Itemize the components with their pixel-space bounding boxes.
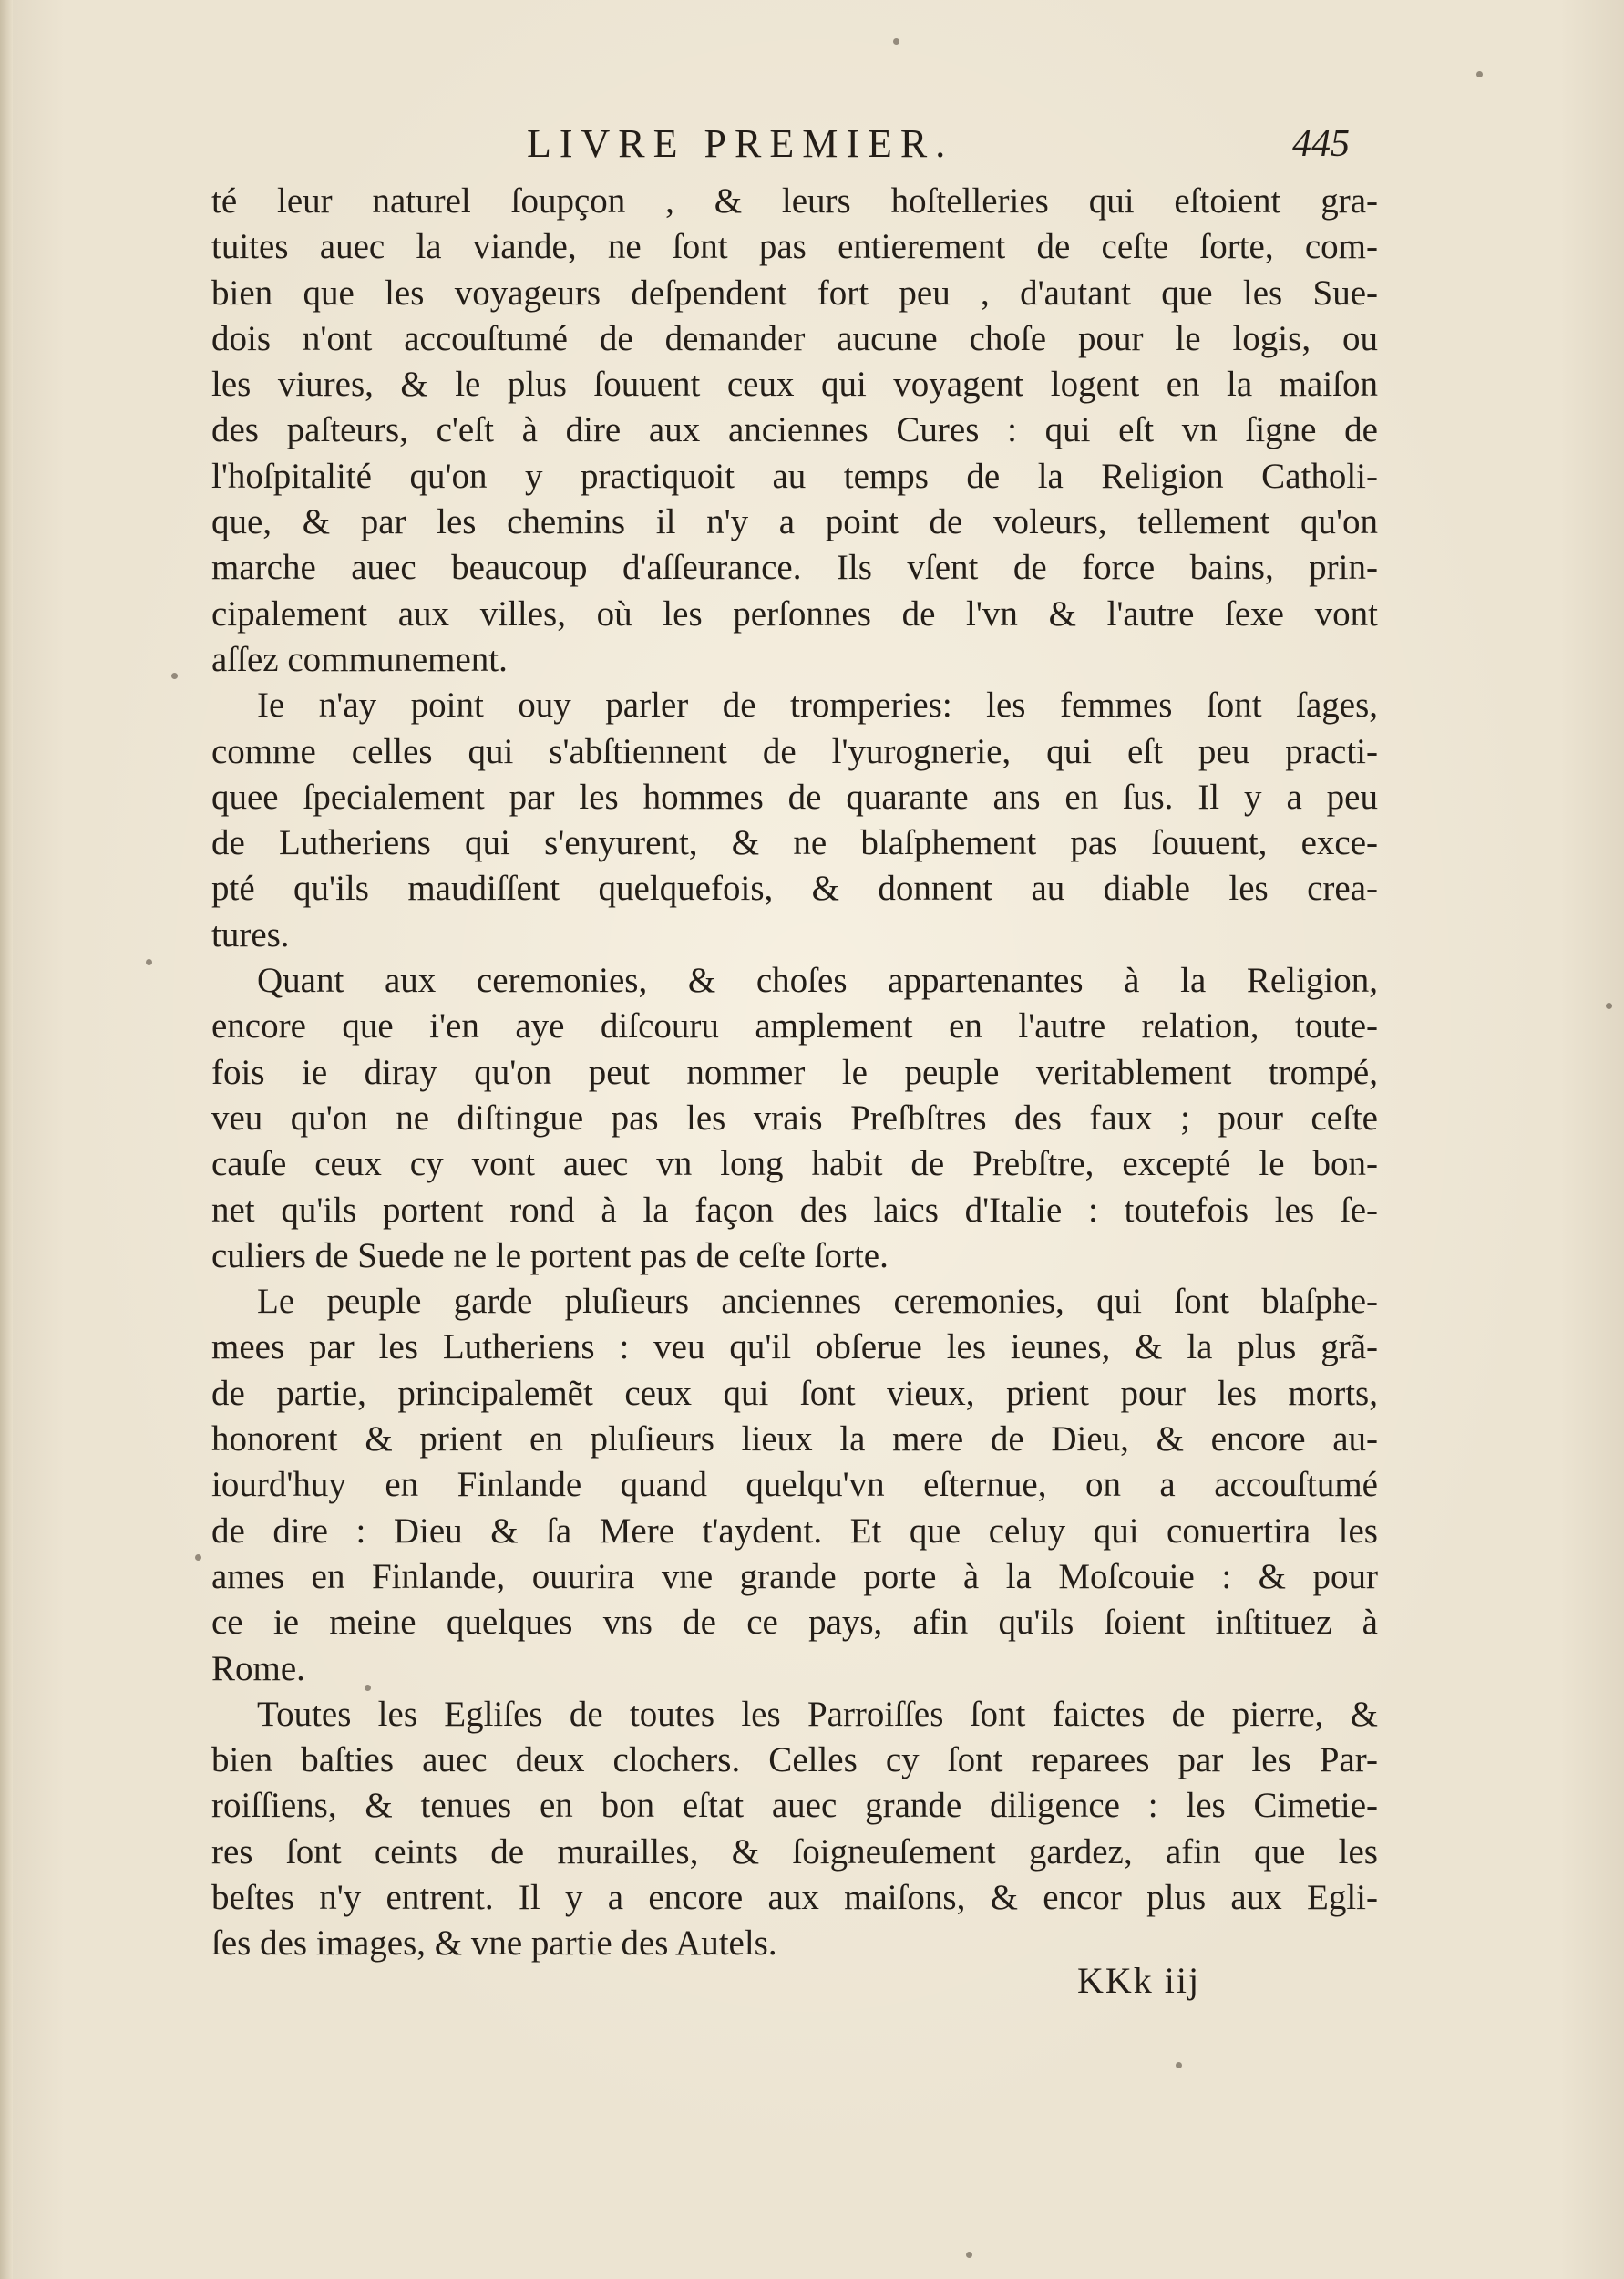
text-line: Le peuple garde pluſieurs anciennes ceremonies, qui ſont blaſphe-: [257, 1282, 1378, 1322]
text-line: de Lutheriens qui s'enyurent, & ne blaſphement pas ſouuent, exce-: [211, 823, 1378, 863]
paragraph-3: [211, 958, 1378, 1279]
body-text: [211, 179, 1378, 1967]
text-line: dois n'ont accouſtumé de demander aucune choſe pour le logis, ou: [211, 318, 1378, 358]
text-line: aſſez communement.: [211, 639, 508, 679]
text-line: veu qu'on ne diſtingue pas les vrais Preſbſtres des faux ; pour ceſte: [211, 1098, 1378, 1138]
text-line: ce ie meine quelques vns de ce pays, afin qu'ils ſoient inſtituez à: [211, 1603, 1378, 1643]
text-line: que, & par les chemins il n'y a point de voleurs, tellement qu'on: [211, 502, 1378, 542]
text-line: cipalement aux villes, où les perſonnes de l'vn & l'autre ſexe vont: [211, 593, 1378, 634]
text-line: tuites auec la viande, ne ſont pas entierement de ceſte ſorte, com-: [211, 227, 1378, 267]
text-line: pté qu'ils maudiſſent quelquefois, & donnent au diable les crea-: [211, 869, 1378, 909]
text-line: iourd'huy en Finlande quand quelqu'vn eſternue, on a accouſtumé: [211, 1465, 1378, 1505]
paragraph-4: [211, 1279, 1378, 1692]
text-line: fois ie diray qu'on peut nommer le peuple veritablement trompé,: [211, 1052, 1378, 1092]
ink-speck: [1476, 71, 1483, 77]
ink-speck: [146, 959, 152, 965]
text-line: roiſſiens, & tenues en bon eſtat auec grande diligence : les Cimetie-: [211, 1786, 1378, 1826]
text-line: Rome.: [211, 1648, 305, 1688]
ink-speck: [1606, 1003, 1612, 1009]
page-edge-shadow: [0, 0, 13, 2279]
signature-mark: KKk iij: [1077, 1960, 1201, 2001]
text-line: bien que les voyageurs deſpendent fort peu , d'autant que les Sue-: [211, 273, 1378, 313]
text-line: beſtes n'y entrent. Il y a encore aux maiſons, & encor plus aux Egli-: [211, 1877, 1378, 1917]
text-line: ſes des images, & vne partie des Autels.: [211, 1923, 777, 1964]
text-line: cauſe ceux cy vont auec vn long habit de Prebſtre, excepté le bon-: [211, 1144, 1378, 1184]
ink-speck: [893, 38, 899, 45]
paragraph-1: [211, 179, 1378, 683]
text-line: de dire : Dieu & ſa Mere t'aydent. Et que celuy qui conuertira les: [211, 1511, 1378, 1551]
page-header: [0, 117, 1624, 171]
ink-speck: [365, 1685, 371, 1691]
text-line: encore que i'en aye diſcouru amplement en l'autre relation, toute-: [211, 1006, 1378, 1047]
page-number: 445: [1292, 123, 1350, 165]
text-line: l'hoſpitalité qu'on y practiquoit au temps de la Religion Catholi-: [211, 456, 1378, 496]
text-line: quee ſpecialement par les hommes de quarante ans en ſus. Il y a peu: [211, 777, 1378, 817]
running-head: LIVRE PREMIER.: [527, 121, 954, 166]
paragraph-2: [211, 683, 1378, 958]
text-line: les viures, & le plus ſouuent ceux qui voyagent logent en la maiſon: [211, 365, 1378, 405]
ink-speck: [195, 1554, 201, 1561]
text-line: Ie n'ay point ouy parler de tromperies: les femmes ſont ſages,: [257, 686, 1378, 726]
text-line: res ſont ceints de murailles, & ſoigneuſement gardez, afin que les: [211, 1831, 1378, 1872]
text-line: ames en Finlande, ouurira vne grande porte à la Moſcouie : & pour: [211, 1556, 1378, 1596]
text-line: té leur naturel ſoupçon , & leurs hoſtelleries qui eſtoient gra-: [211, 181, 1378, 221]
text-line: des paſteurs, c'eſt à dire aux anciennes Cures : qui eſt vn ſigne de: [211, 410, 1378, 450]
text-line: marche auec beaucoup d'aſſeurance. Ils vſent de force bains, prin-: [211, 548, 1378, 588]
text-line: de partie, principalemẽt ceux qui ſont vieux, prient pour les morts,: [211, 1373, 1378, 1413]
text-line: tures.: [211, 914, 290, 954]
ink-speck: [966, 2252, 972, 2258]
text-line: culiers de Suede ne le portent pas de ceſte ſorte.: [211, 1235, 889, 1275]
text-line: honorent & prient en pluſieurs lieux la mere de Dieu, & encore au-: [211, 1419, 1378, 1459]
text-line: mees par les Lutheriens : veu qu'il obſerue les ieunes, & la plus grã-: [211, 1327, 1378, 1367]
ink-speck: [171, 673, 178, 679]
text-line: bien baſties auec deux clochers. Celles cy ſont reparees par les Par-: [211, 1740, 1378, 1780]
text-line: comme celles qui s'abſtiennent de l'yurognerie, qui eſt peu practi-: [211, 731, 1378, 771]
paragraph-5: [211, 1692, 1378, 1967]
ink-speck: [1176, 2062, 1182, 2068]
text-line: Toutes les Egliſes de toutes les Parroiſſes ſont faictes de pierre, &: [257, 1694, 1378, 1734]
text-line: net qu'ils portent rond à la façon des laics d'Italie : toutefois les ſe-: [211, 1190, 1378, 1230]
text-line: Quant aux ceremonies, & choſes appartenantes à la Religion,: [257, 961, 1378, 1001]
